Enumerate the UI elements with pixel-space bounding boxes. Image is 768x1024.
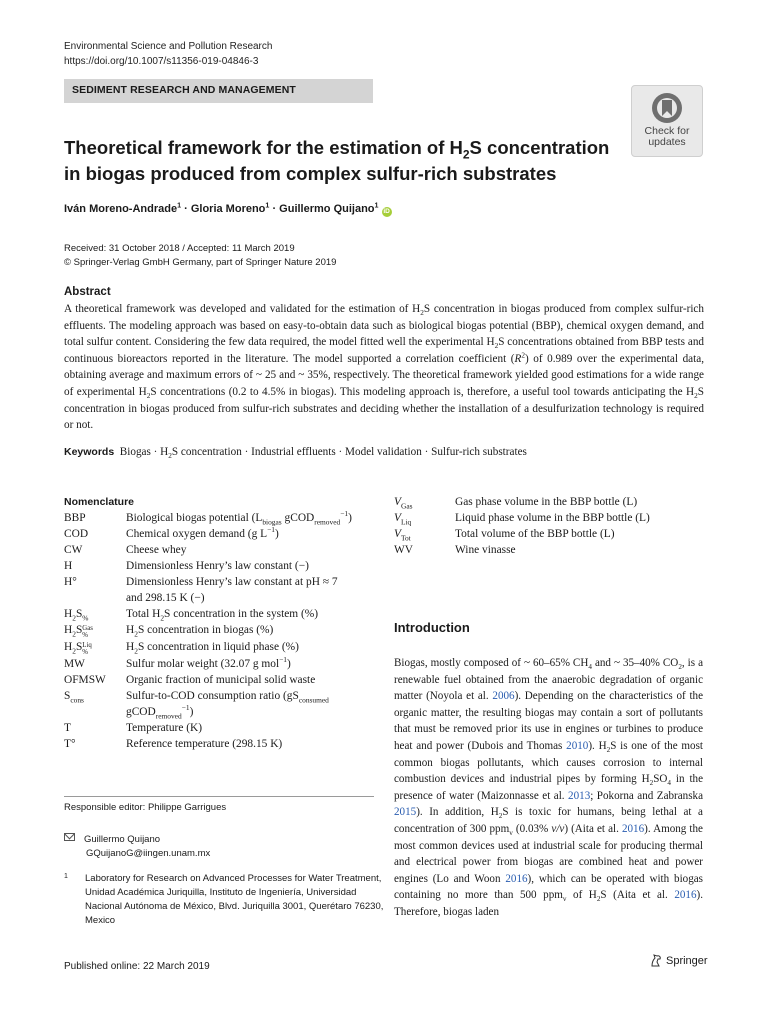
nomenclature-row: T° Reference temperature (298.15 K) xyxy=(64,738,283,750)
article-dates xyxy=(64,242,336,270)
check-for-updates-badge[interactable] xyxy=(631,85,703,157)
doi-link[interactable]: https://doi.org/10.1007/s11356-019-04846-3 xyxy=(64,56,259,67)
nomenclature-row: $V_{Liq}$ Liquid phase volume in the BBP bottle (L) xyxy=(394,512,650,527)
copyright-line: © Springer-Verlag GmbH Germany, part of Springer Nature 2019 xyxy=(64,257,337,268)
nomenclature-row: OFMSW Organic fraction of municipal solid waste xyxy=(64,674,316,686)
responsible-editor: Responsible editor: Philippe Garrigues xyxy=(64,802,227,813)
nomenclature-row: $H_2SLiq$ % $H_2S$ concentration in liquid phase (%) xyxy=(64,641,299,656)
nomenclature-row: MW Sulfur molar weight (32.07 g mol$^{-1}$) xyxy=(64,655,291,670)
nomenclature-row: $S_{cons}$ Sulfur-to-COD consumption ratio ($gS_{consumed}$ gCOD$_{removed}^{-1}$) xyxy=(64,690,329,721)
publisher-logo: Springer xyxy=(649,953,708,967)
orcid-icon[interactable]: iD xyxy=(383,208,390,215)
nomenclature-row: WV Wine vinasse xyxy=(394,544,516,556)
citation-link[interactable]: 2016 xyxy=(674,889,697,902)
author-name[interactable]: Iván Moreno-Andrade xyxy=(64,203,178,215)
keywords: Keywords Biogas · $H_2S$ concentration · Industrial effluents · Model validation · Sulfur-rich substrates xyxy=(64,446,527,461)
corresponding-email[interactable]: GQuijanoG@iingen.unam.mx xyxy=(86,848,211,859)
author-name[interactable]: Guillermo Quijano xyxy=(279,203,375,215)
citation-link[interactable]: 2013 xyxy=(568,789,591,802)
nomenclature-row: $V_{Tot}$ Total volume of the BBP bottle (L) xyxy=(394,528,615,543)
badge-line-1: Check for xyxy=(644,125,690,137)
nomenclature-row: H° Dimensionless Henry’s law constant at pH ≈ 7 and 298.15 K (−) xyxy=(64,576,338,604)
author-list: Iván Moreno-Andrade$^1$ · Gloria Moreno$^1$ · Guillermo Quijano$^1$ iD xyxy=(64,201,390,215)
introduction-heading: Introduction xyxy=(394,620,470,635)
nomenclature-row: CW Cheese whey xyxy=(64,544,187,556)
nomenclature-heading: Nomenclature xyxy=(64,496,135,508)
nomenclature-left xyxy=(64,494,384,752)
bookmark-ring-icon xyxy=(650,91,684,125)
citation-link[interactable]: 2015 xyxy=(394,806,417,819)
nomenclature-row: BBP Biological biogas potential ($L_{biogas}$ gCOD$_{removed}^{-1}$) xyxy=(64,509,352,527)
citation-link[interactable]: 2010 xyxy=(566,739,589,752)
nomenclature-right xyxy=(394,494,714,558)
author-name[interactable]: Gloria Moreno xyxy=(190,203,266,215)
corresponding-author: Guillermo Quijano GQuijanoG@iingen.unam.mx xyxy=(64,833,210,861)
nomenclature-row: COD Chemical oxygen demand (g $L^{-1}$) xyxy=(64,525,279,540)
published-date: Published online: 22 March 2019 xyxy=(64,961,210,972)
citation-link[interactable]: 2006 xyxy=(492,690,515,703)
introduction-body: Biogas, mostly composed of ~ 60–65% $CH_4$ and ~ 35–40% $CO_2$, is a renewable fuel obtained from the anaerobic degradation of organic matter (Noyola et al. 2006). Depending on the characteristics of the organic matter, the resulting biogas may contain a sort of pollutants that must be removed prior its use in engines or turbines to produce heat and power (Dubois and Thomas 2010). $H_2S$ is one of the most common biogas pollutants, which causes corrosion to internal combustion devices and industrial pipes by forming $H_2SO_4$ in the presence of water (Maizonnasse et al. 2013; Pokorna and Zabranska 2015). In addition, $H_2S$ is toxic for humans, being lethal at a concentration of 300 ppm$_v$ (0.03% v/v) (Aita et al. 2016). Among the most common devices used at industrial scale for producing thermal and electrical power from biogas are combined heat and power engines (Lo and Woon 2016), which can be operated with biogas containing no more than 500 ppm$_v$ of $H_2S$ (Aita et al. 2016). Therefore, biogas laden xyxy=(394,657,703,918)
nomenclature-row: $H_2SGas$ % $H_2S$ concentration in biogas (%) xyxy=(64,624,274,639)
section-label: SEDIMENT RESEARCH AND MANAGEMENT xyxy=(64,79,373,103)
badge-line-2: updates xyxy=(648,136,686,148)
citation-link[interactable]: 2016 xyxy=(621,822,645,835)
received-accepted: Received: 31 October 2018 / Accepted: 11 March 2019 xyxy=(64,243,295,254)
nomenclature-row: H Dimensionless Henry’s law constant (−) xyxy=(64,560,309,572)
article-title: Theoretical framework for the estimation of $H_2S$ concentration in biogas produced from complex sulfur-rich substrates xyxy=(64,137,610,184)
affiliation: 1 Laboratory for Research on Advanced Processes for Water Treatment, Unidad Académica Juriquilla, Instituto de Ingeniería, Universidad Nacional Autónoma de México, Blvd. Juriquilla 3001, Querétaro 76230, Mexico xyxy=(64,873,384,926)
citation-link[interactable]: 2016 xyxy=(505,872,528,885)
journal-name: Environmental Science and Pollution Research xyxy=(64,41,273,52)
nomenclature-row: T Temperature (K) xyxy=(64,722,203,734)
abstract-heading: Abstract xyxy=(64,286,111,298)
envelope-icon xyxy=(64,833,75,841)
abstract-body: A theoretical framework was developed and validated for the estimation of $H_2S$ concentration in biogas produced from complex sulfur-rich effluents. The modeling approach was based on easy-to-obtain data such as biological biogas potential (BBP), chemical oxygen demand, and total sulfur content. Considering the few data required, the model fitted well the experimental $H_2S$ concentrations obtained from BBP tests and continuous bioreactors reported in the literature. The model supported a correlation coefficient $(R^2)$ of 0.989 over the experimental data, obtaining average and maximum errors of ~ 25 and ~ 35%, respectively. The theoretical framework yielded good estimations for a wide range of experimental $H_2S$ concentrations (0.2 to 4.5% in biogas). This modeling approach is, therefore, a useful tool towards anticipating the $H_2S$ concentration in biogas produced from sulfur-rich substrates and deciding whether the installation of a desulfurization technology is required or not. xyxy=(64,303,705,432)
nomenclature-row: $H_2S_{\%}$ Total $H_2S$ concentration in the system (%) xyxy=(64,608,319,623)
footnote-divider xyxy=(64,796,374,797)
springer-horse-icon xyxy=(649,953,663,967)
nomenclature-row: $V_{Gas}$ Gas phase volume in the BBP bottle (L) xyxy=(394,496,638,511)
